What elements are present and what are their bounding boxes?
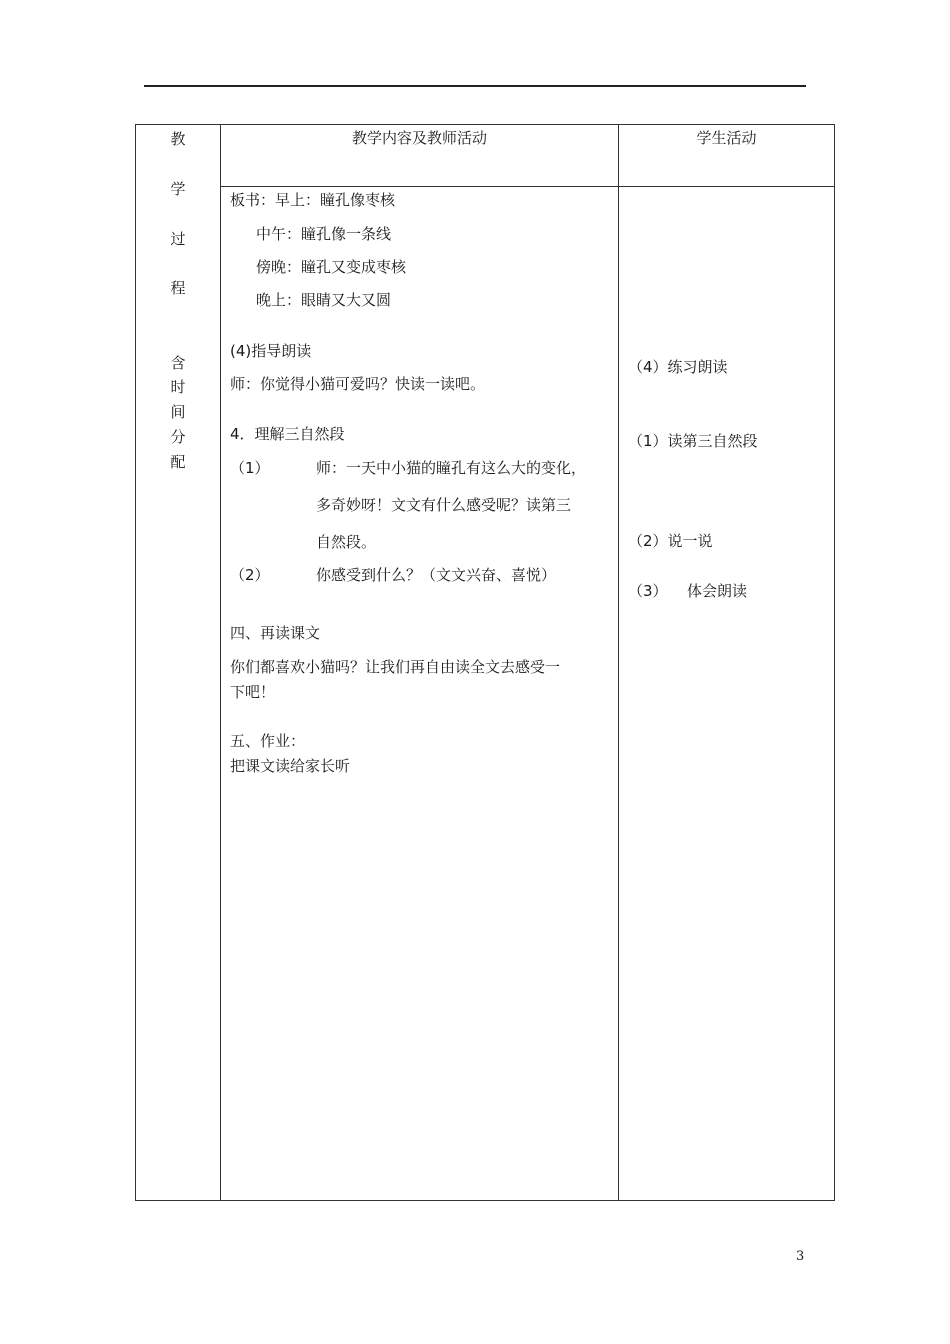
side-column-divider: [220, 124, 221, 1201]
step4-text: 师：你觉得小猫可爱吗？快读一读吧。: [230, 375, 486, 393]
step4-title: (4)指导朗读: [230, 342, 312, 360]
sub1-number: （1）: [230, 459, 270, 477]
sub2-text: 你感受到什么？（文文兴奋、喜悦）: [316, 566, 557, 584]
table-right-border: [834, 124, 835, 1201]
side-label-char: 过: [170, 230, 186, 248]
side-label-char: 教: [170, 130, 186, 148]
part4-title: 四、再读课文: [230, 624, 321, 642]
board-line-evening: 傍晚：瞳孔又变成枣核: [256, 258, 407, 276]
part4-line1: 你们都喜欢小猫吗？让我们再自由读全文去感受一: [230, 658, 561, 676]
table-left-border: [135, 124, 136, 1201]
sub2-number: （2）: [230, 566, 270, 584]
side-label-char: 程: [170, 279, 186, 297]
part4-line2: 下吧！: [230, 683, 276, 701]
part5-title: 五、作业：: [230, 732, 306, 750]
header-row-divider: [221, 186, 835, 187]
side-label-char: 间: [170, 403, 186, 421]
student-item-talk: （2）说一说: [628, 532, 713, 550]
side-label-char: 分: [170, 428, 186, 446]
sub1-line2: 多奇妙呀！文文有什么感受呢？读第三: [316, 496, 572, 514]
side-label-char: 时: [170, 378, 186, 396]
table-top-border: [135, 124, 835, 125]
section4-title: 4．理解三自然段: [230, 425, 345, 443]
board-line-noon: 中午：瞳孔像一条线: [256, 225, 392, 243]
page-number: 3: [796, 1249, 805, 1264]
content-column-header: 教学内容及教师活动: [351, 129, 487, 147]
sub1-line3: 自然段。: [316, 533, 377, 551]
table-bottom-border: [135, 1200, 835, 1201]
student-item4-text: 体会朗读: [687, 582, 748, 600]
part5-text: 把课文读给家长听: [230, 757, 351, 775]
board-line-night: 晚上：眼睛又大又圆: [256, 291, 392, 309]
student-item-read: （1）读第三自然段: [628, 432, 758, 450]
student-column-divider: [618, 124, 619, 1201]
sub1-line1: 师：一天中小猫的瞳孔有这么大的变化，: [316, 459, 587, 477]
student-item4-number: （3）: [628, 582, 668, 600]
header-rule: [144, 85, 806, 87]
side-label-char: 含: [170, 354, 186, 372]
student-column-header: 学生活动: [696, 129, 757, 147]
student-item-practice: （4）练习朗读: [628, 358, 728, 376]
side-label-char: 配: [170, 453, 186, 471]
board-line-morning: 板书：早上：瞳孔像枣核: [230, 191, 396, 209]
side-label-char: 学: [170, 180, 186, 198]
